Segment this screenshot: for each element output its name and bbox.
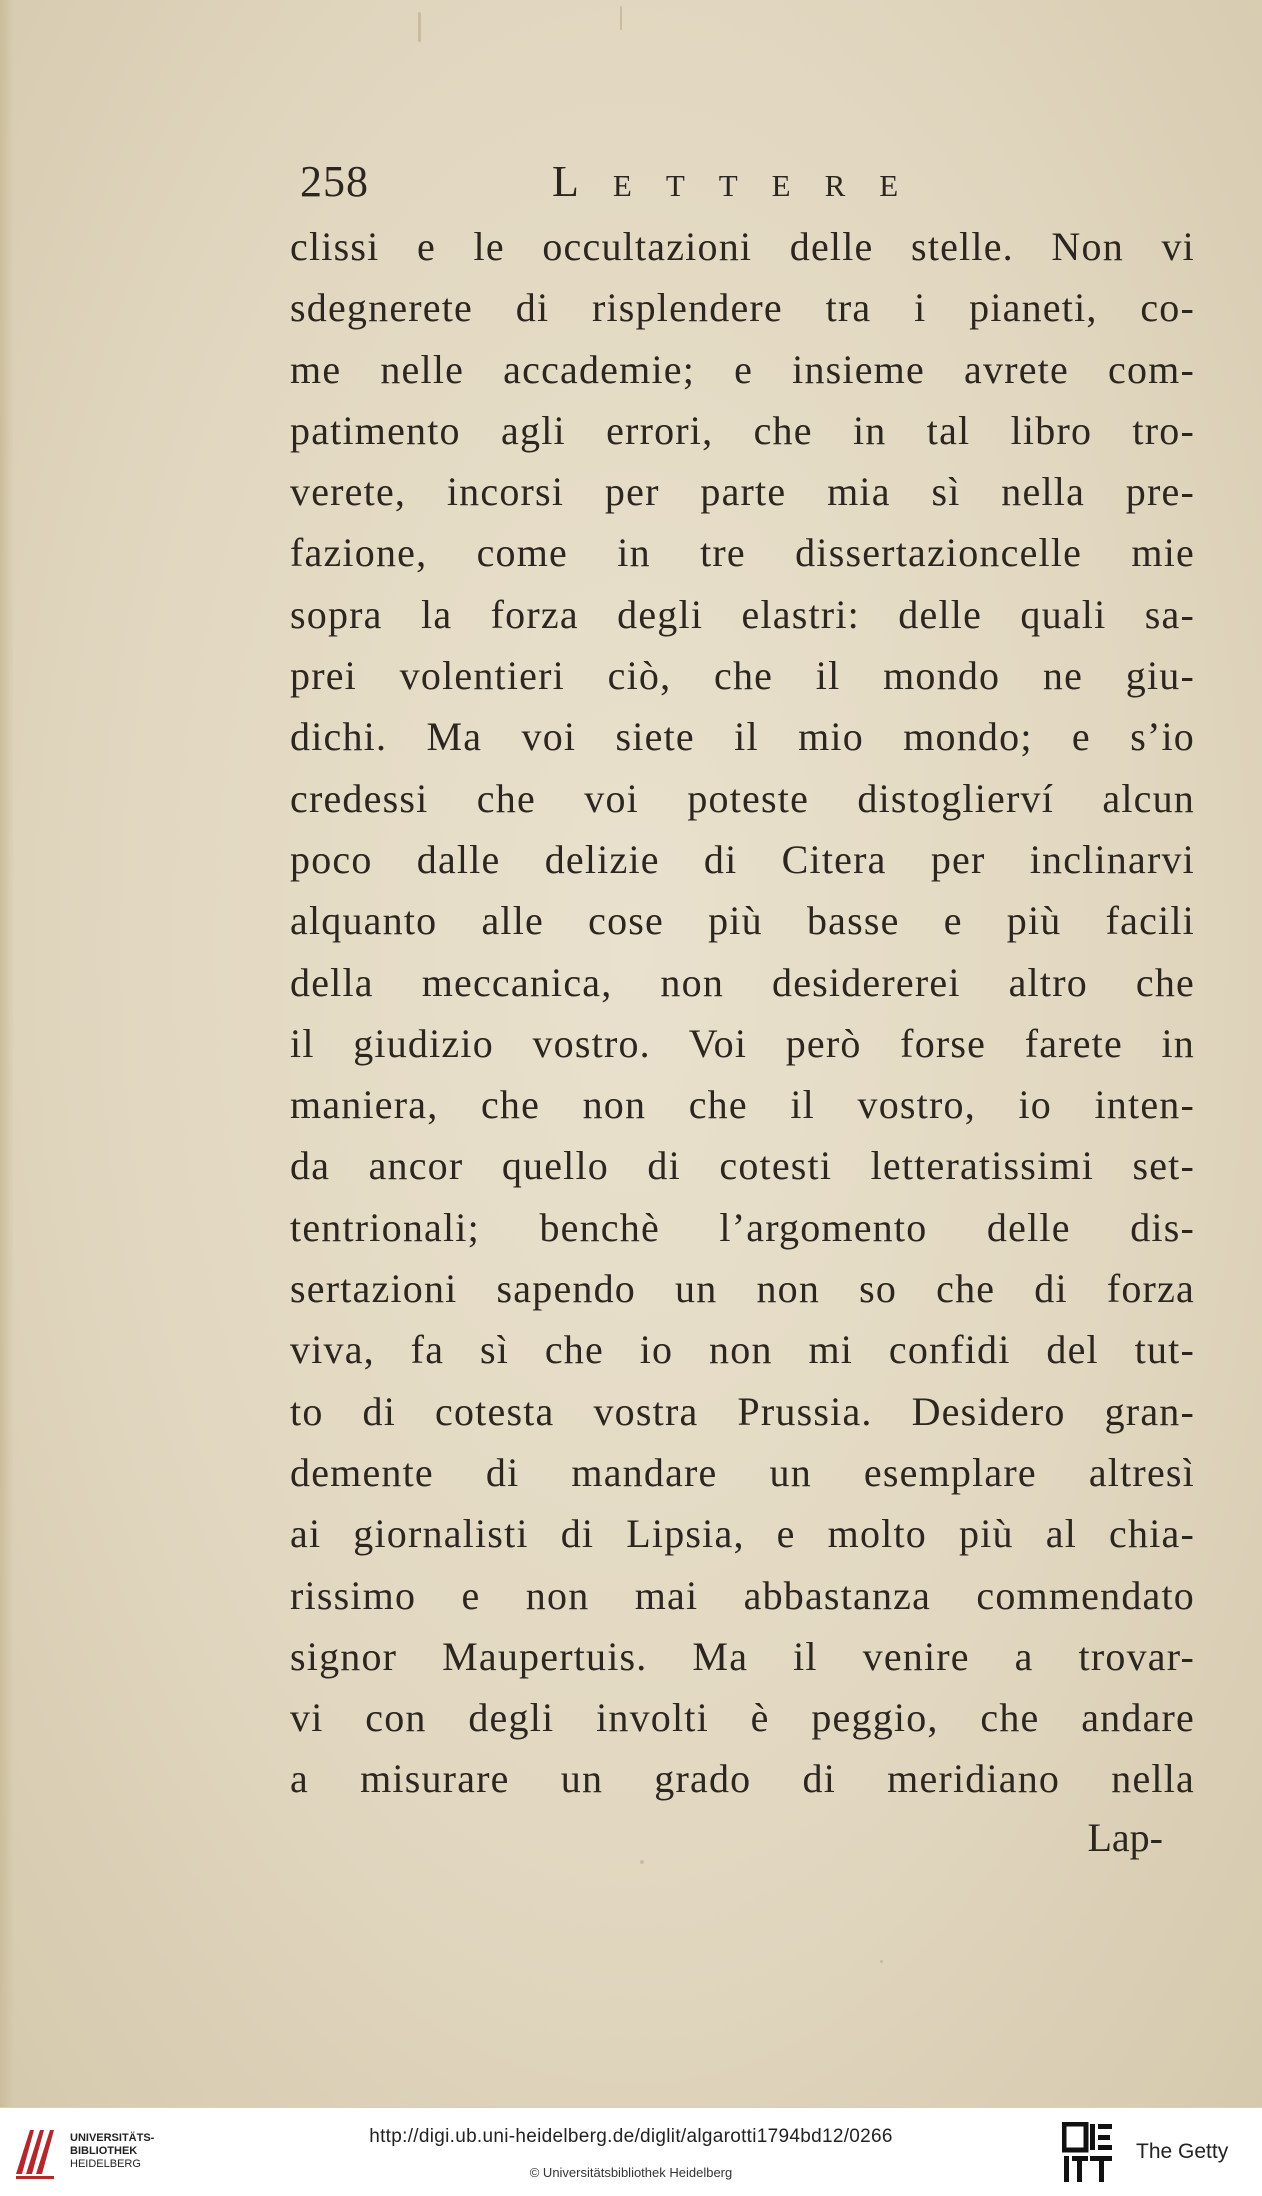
book-page (290, 156, 1220, 1861)
library-name-line: UNIVERSITÄTS- (70, 2132, 155, 2144)
permalink-url[interactable]: http://digi.ub.uni-heidelberg.de/diglit/algarotti1794bd12/0266 (369, 2126, 893, 2147)
text-line: patimento agli errori, che in tal libro tro- (290, 407, 1195, 453)
page-header (290, 156, 1220, 210)
paper-mark (418, 12, 421, 42)
text-line: della meccanica, non desidererei altro che (290, 959, 1195, 1005)
getty-logo-icon[interactable] (1062, 2122, 1114, 2184)
text-line: demente di mandare un esemplare altresì (290, 1449, 1195, 1495)
text-line: credessi che voi poteste distoglierví alcun (290, 775, 1195, 821)
text-line: maniera, che non che il vostro, io inten- (290, 1082, 1195, 1128)
catchword: Lap- (1087, 1814, 1163, 1860)
text-line: a misurare un grado di meridiano nella (290, 1756, 1195, 1802)
body-text (290, 216, 1220, 1810)
text-line: tentrionali; benchè l’argomento delle dis- (290, 1204, 1195, 1250)
paper-mark (880, 1960, 883, 1963)
text-line: ai giornalisti di Lipsia, e molto più al chia- (290, 1511, 1195, 1557)
running-head: Lettere (552, 157, 933, 206)
text-line: clissi e le occultazioni delle stelle. Non vi (290, 224, 1195, 269)
library-name-line: HEIDELBERG (70, 2158, 141, 2170)
text-line: dichi. Ma voi siete il mio mondo; e s’io (290, 714, 1195, 760)
text-line: da ancor quello di cotesti letteratissimi set- (290, 1143, 1195, 1189)
text-line: fazione, come in tre dissertazioncelle mie (290, 530, 1195, 576)
text-line: rissimo e non mai abbastanza commendato (290, 1572, 1195, 1618)
text-line: me nelle accademie; e insieme avrete com- (290, 346, 1195, 392)
text-line: sdegnerete di risplendere tra i pianeti, co- (290, 285, 1195, 331)
text-line: il giudizio vostro. Voi però forse farete in (290, 1020, 1195, 1066)
text-line: sertazioni sapendo un non so che di forza (290, 1266, 1195, 1312)
viewer-footer (0, 2107, 1262, 2196)
text-line: sopra la forza degli elastri: delle quali sa- (290, 591, 1195, 637)
text-line: verete, incorsi per parte mia sì nella pre- (290, 469, 1195, 515)
text-line: alquanto alle cose più basse e più facili (290, 898, 1195, 944)
text-line: poco dalle delizie di Citera per inclinarvi (290, 836, 1195, 882)
copyright-notice: © Universitätsbibliothek Heidelberg (529, 2165, 733, 2180)
library-name-line: BIBLIOTHEK (70, 2145, 138, 2157)
paper-mark (620, 6, 622, 30)
partner-name: The Getty (1136, 2140, 1229, 2163)
text-line: signor Maupertuis. Ma il venire a trovar- (290, 1633, 1195, 1679)
text-line: vi con degli involti è peggio, che andare (290, 1695, 1195, 1741)
text-line: to di cotesta vostra Prussia. Desidero gran- (290, 1388, 1195, 1434)
page-number: 258 (300, 157, 369, 206)
text-line: prei volentieri ciò, che il mondo ne giu- (290, 653, 1195, 699)
text-line: viva, fa sì che io non mi confidi del tut- (290, 1327, 1195, 1373)
